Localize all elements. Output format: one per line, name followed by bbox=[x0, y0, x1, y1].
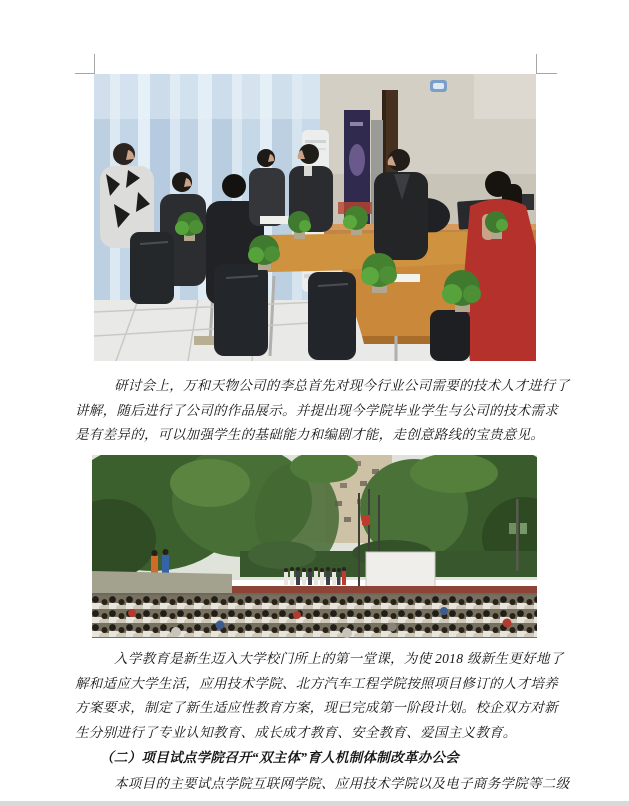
meeting-room-photo[interactable] bbox=[94, 74, 536, 361]
assembly-photo-image[interactable] bbox=[92, 455, 537, 638]
assembly-photo[interactable] bbox=[92, 455, 537, 638]
text-line: 生分别进行了专业认知教育、成长成才教育、安全教育、爱国主义教育。 bbox=[75, 724, 517, 740]
photo1-wall-sign bbox=[430, 80, 447, 92]
text-line: 是有差异的，可以加强学生的基础能力和编剧才能，走创意路线的宝贵意见。 bbox=[75, 427, 545, 442]
text-line: 讲解，随后进行了公司的作品展示。并提出现今学院毕业学生与公司的技术需求 bbox=[75, 402, 558, 418]
section-heading bbox=[75, 746, 543, 771]
photo2-crowd bbox=[92, 595, 537, 638]
text-line: 方案要求，制定了新生适应性教育方案，现已完成第一阶段计划。校企双方对新 bbox=[75, 700, 558, 715]
text-line: 研讨会上，万和天物公司的李总首先对现今行业公司需要的技术人才进行了 bbox=[114, 378, 570, 393]
window-bottom-edge bbox=[0, 801, 629, 806]
paragraph-seminar bbox=[75, 374, 570, 448]
meeting-room-photo-image[interactable] bbox=[94, 74, 536, 361]
text-line: 本项目的主要试点学院互联网学院、应用技术学院以及电子商务学院等二级 bbox=[114, 776, 570, 791]
photo1-wall-light bbox=[474, 74, 536, 119]
paragraph-pilot-colleges bbox=[75, 772, 570, 797]
text-line: 入学教育是新生迈入大学校门所上的第一堂课，为使 2018 级新生更好地了 bbox=[114, 651, 564, 666]
margin-crop-mark-top-left bbox=[75, 54, 95, 74]
photo1-paper bbox=[394, 274, 420, 282]
text-line: 解和适应大学生活，应用技术学院、北方汽车工程学院按照项目修订的人才培养 bbox=[75, 675, 558, 691]
photo2-flag bbox=[362, 515, 370, 525]
section-heading-text: （二）项目试点学院召开“双主体”育人机制体制改革办公会 bbox=[100, 750, 460, 765]
photo2-trees bbox=[92, 455, 537, 579]
paragraph-orientation bbox=[75, 647, 564, 745]
margin-crop-mark-top-right bbox=[536, 54, 557, 74]
